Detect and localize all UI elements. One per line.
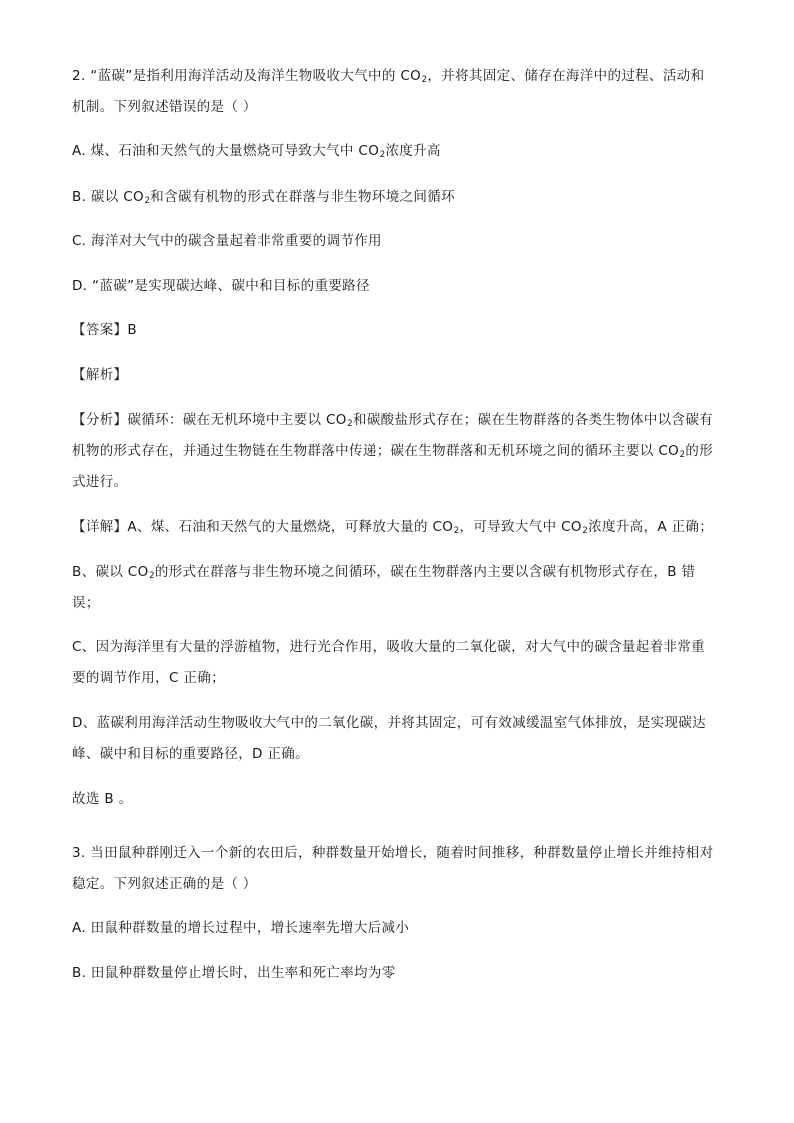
q2-detail-line-2: B、碳以 $CO_2$的形式在群落与非生物环境之间循环，碳在生物群落内主要以含碳有机物形式存在，B 错 xyxy=(72,564,696,581)
q2-answer: 【答案】B xyxy=(72,322,138,338)
q3-option-b: B. 田鼠种群数量停止增长时，出生率和死亡率均为零 xyxy=(72,965,396,981)
q2-stem-line-1: 2. “蓝碳”是指利用海洋活动及海洋生物吸收大气中的 $CO_2$，并将其固定、储存在海洋中的过程、活动和 xyxy=(72,68,705,85)
q2-detail-line-6: D、蓝碳利用海洋活动生物吸收大气中的二氧化碳，并将其固定，可有效减缓温室气体排放，是实现碳达 xyxy=(72,715,706,731)
q3-stem-line-2: 稳定。下列叙述正确的是（ ） xyxy=(72,876,257,892)
q2-conclusion: 故选 B 。 xyxy=(72,791,133,807)
q2-option-c: C. 海洋对大气中的碳含量起着非常重要的调节作用 xyxy=(72,233,382,249)
q2-fenxi-line-1: 【分析】碳循环：碳在无机环境中主要以 $CO_2$和碳酸盐形式存在；碳在生物群落的各类生物体中以含碳有 xyxy=(72,412,714,429)
q2-fenxi-line-3: 式进行。 xyxy=(72,474,128,490)
q2-analysis-heading: 【解析】 xyxy=(72,367,128,383)
q2-option-b: B. 碳以 $CO_2$和含碳有机物的形式在群落与非生物环境之间循环 xyxy=(72,189,455,206)
q2-option-a: A. 煤、石油和天然气的大量燃烧可导致大气中 $CO_2$浓度升高 xyxy=(72,143,441,160)
q2-stem-line-2: 机制。下列叙述错误的是（ ） xyxy=(72,99,257,115)
q2-detail-line-5: 要的调节作用，C 正确； xyxy=(72,670,225,686)
q2-detail-line-7: 峰、碳中和目标的重要路径，D 正确。 xyxy=(72,746,309,762)
q2-detail-line-3: 误； xyxy=(72,595,100,611)
q2-detail-line-4: C、因为海洋里有大量的浮游植物，进行光合作用，吸收大量的二氧化碳，对大气中的碳含量起着非常重 xyxy=(72,639,706,655)
q2-detail-line-1: 【详解】A、煤、石油和天然气的大量燃烧，可释放大量的 $CO_2$，可导致大气中 $CO_2$浓度升高，A 正确； xyxy=(72,519,714,536)
q3-option-a: A. 田鼠种群数量的增长过程中，增长速率先增大后减小 xyxy=(72,920,410,936)
q2-option-d: D. “蓝碳”是实现碳达峰、碳中和目标的重要路径 xyxy=(72,278,370,294)
q3-stem-line-1: 3. 当田鼠种群刚迁入一个新的农田后，种群数量开始增长，随着时间推移，种群数量停止增长并维持相对 xyxy=(72,845,714,861)
q2-fenxi-line-2: 机物的形式存在，并通过生物链在生物群落中传递；碳在生物群落和无机环境之间的循环主要以 $CO_2$的形 xyxy=(72,443,714,460)
